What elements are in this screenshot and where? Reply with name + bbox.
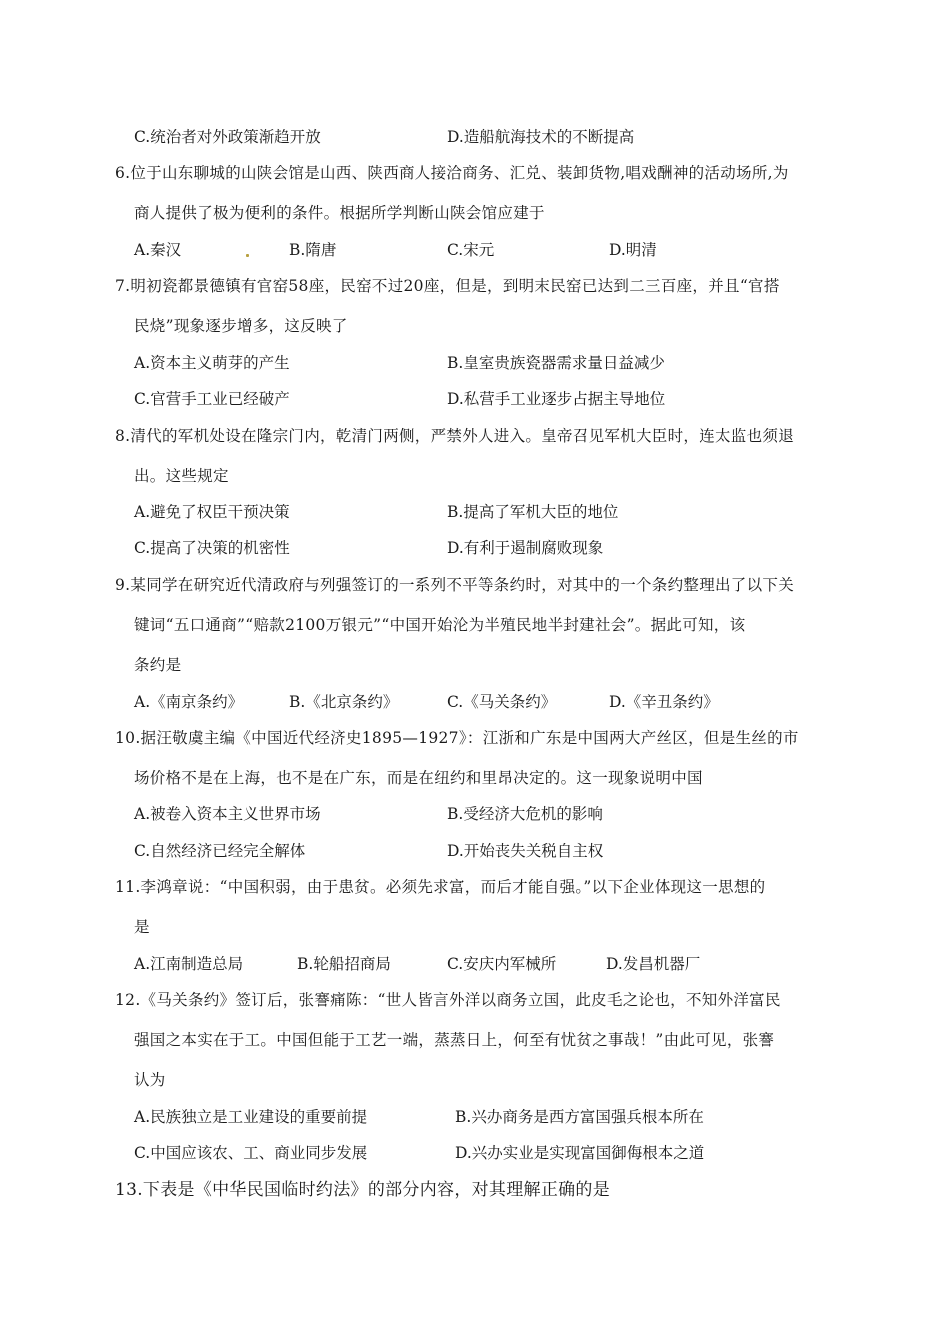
q10-option-a: A.被卷入资本主义世界市场	[134, 805, 321, 823]
q8-option-c: C.提高了决策的机密性	[134, 539, 290, 557]
q6-option-b: B.隋唐	[289, 241, 337, 259]
q11-stem-line-2: 是	[134, 918, 150, 936]
q8-option-a: A.避免了权臣干预决策	[134, 503, 290, 521]
q6-stem-line-1: 6.位于山东聊城的山陕会馆是山西、陕西商人接洽商务、汇兑、装卸货物,唱戏酬神的活动场所,为	[115, 164, 789, 182]
q9-stem-line-1: 9.某同学在研究近代清政府与列强签订的一系列不平等条约时，对其中的一个条约整理出了以下关	[115, 576, 794, 594]
q7-option-d: D.私营手工业逐步占据主导地位	[447, 390, 666, 408]
q12-stem-line-2: 强国之本实在于工。中国但能于工艺一端，蒸蒸日上，何至有忧贫之事哉！”由此可见，张謇	[134, 1031, 775, 1049]
q7-option-a: A.资本主义萌芽的产生	[134, 354, 290, 372]
q10-option-b: B.受经济大危机的影响	[447, 805, 603, 823]
q6-option-a: A.秦汉	[134, 241, 182, 259]
q11-option-d: D.发昌机器厂	[606, 955, 701, 973]
q12-stem-line-3: 认为	[134, 1071, 166, 1089]
q10-stem-line-1: 10.据汪敬虞主编《中国近代经济史1895—1927》：江浙和广东是中国两大产丝区，但是生丝的市	[115, 729, 799, 747]
q5-option-d: D.造船航海技术的不断提高	[447, 128, 635, 146]
q12-option-c: C.中国应该农、工、商业同步发展	[134, 1144, 368, 1162]
q11-option-b: B.轮船招商局	[297, 955, 391, 973]
q9-stem-line-2: 键词“五口通商”“赔款2100万银元”“中国开始沦为半殖民地半封建社会”。据此可知，该	[134, 616, 746, 634]
q10-option-c: C.自然经济已经完全解体	[134, 842, 306, 860]
q10-stem-line-2: 场价格不是在上海，也不是在广东，而是在纽约和里昂决定的。这一现象说明中国	[134, 769, 703, 787]
q13-stem-line-1: 13.下表是《中华民国临时约法》的部分内容，对其理解正确的是	[115, 1180, 611, 1200]
q8-stem-line-1: 8.清代的军机处设在隆宗门内，乾清门两侧，严禁外人进入。皇帝召见军机大臣时，连太监也须退	[115, 427, 794, 445]
q12-option-a: A.民族独立是工业建设的重要前提	[134, 1108, 368, 1126]
q6-option-d: D.明清	[609, 241, 657, 259]
q6-stem-line-2: 商人提供了极为便利的条件。根据所学判断山陕会馆应建于	[134, 204, 545, 222]
q6-option-c: C.宋元	[447, 241, 495, 259]
q9-option-d: D.《辛丑条约》	[609, 693, 719, 711]
q10-option-d: D.开始丧失关税自主权	[447, 842, 604, 860]
q5-option-c: C.统治者对外政策渐趋开放	[134, 128, 321, 146]
q11-option-a: A.江南制造总局	[134, 955, 244, 973]
q7-stem-line-2: 民烧”现象逐步增多，这反映了	[134, 317, 348, 335]
q7-option-b: B.皇室贵族瓷器需求量日益减少	[447, 354, 665, 372]
q12-option-d: D.兴办实业是实现富国御侮根本之道	[455, 1144, 705, 1162]
q7-stem-line-1: 7.明初瓷都景德镇有官窑58座，民窑不过20座，但是，到明末民窑已达到二三百座，并且“官搭	[115, 277, 780, 295]
q9-option-c: C.《马关条约》	[447, 693, 557, 711]
q12-option-b: B.兴办商务是西方富国强兵根本所在	[455, 1108, 704, 1126]
q11-option-c: C.安庆内军械所	[447, 955, 557, 973]
q7-option-c: C.官营手工业已经破产	[134, 390, 290, 408]
q12-stem-line-1: 12.《马关条约》签订后，张謇痛陈：“世人皆言外洋以商务立国，此皮毛之论也，不知外洋富民	[115, 991, 781, 1009]
q8-stem-line-2: 出。这些规定	[134, 467, 229, 485]
q9-stem-line-3: 条约是	[134, 656, 182, 674]
q9-option-a: A.《南京条约》	[134, 693, 244, 711]
q8-option-d: D.有利于遏制腐败现象	[447, 539, 604, 557]
q8-option-b: B.提高了军机大臣的地位	[447, 503, 619, 521]
q9-option-b: B.《北京条约》	[289, 693, 399, 711]
stray-mark	[246, 254, 249, 257]
q11-stem-line-1: 11.李鸿章说：“中国积弱，由于患贫。必须先求富，而后才能自强。”以下企业体现这一思想的	[115, 878, 766, 896]
